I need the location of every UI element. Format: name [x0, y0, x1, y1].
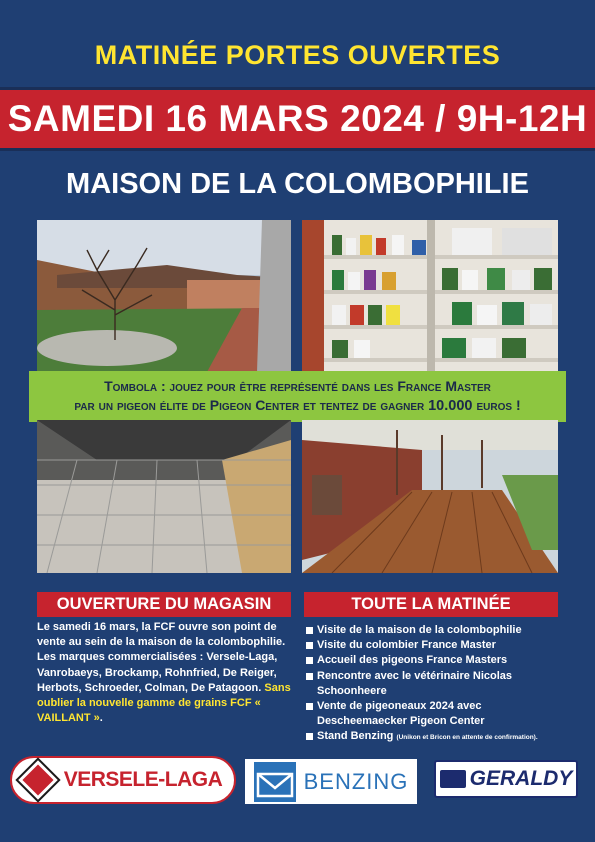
tombola-line-2 — [74, 396, 520, 416]
geraldy-logo — [434, 760, 578, 798]
program-item — [306, 729, 566, 744]
tombola-line-1: Tombola : jouez pour être représenté dans les France Master — [104, 378, 491, 395]
morning-program-heading: TOUTE LA MATINÉE — [304, 592, 558, 617]
benzing-logo-text: BENZING — [303, 768, 409, 794]
tombola-amount: 10.000 euros — [428, 397, 513, 414]
benzing-stand-note: (Unikon et Bricon en attente de confirmation). — [396, 734, 538, 742]
shop-opening-end: . — [99, 712, 103, 725]
event-title: MATINÉE PORTES OUVERTES — [94, 40, 501, 70]
shop-opening-text — [37, 620, 291, 726]
tombola-line-2-text: par un pigeon élite de Pigeon Center et tentez de gagner — [74, 396, 429, 413]
benzing-logo — [245, 759, 417, 804]
program-item: Rencontre avec le vétérinaire Nicolas Schoonheere — [306, 669, 566, 699]
program-item: Accueil des pigeons France Masters — [306, 653, 566, 668]
event-date: SAMEDI 16 MARS 2024 / 9H-12H — [7, 98, 588, 139]
program-list — [306, 623, 566, 744]
photo-garden — [37, 220, 291, 372]
tombola-line-2-end: ! — [512, 396, 521, 413]
program-item: Visite du colombier France Master — [306, 638, 566, 653]
shop-opening-body: Le samedi 16 mars, la FCF ouvre son point de vente au sein de la maison de la colombophilie. Les marques commercialisées : Versele-Laga, Vanrobaeys, Brockamp, Rohnfried, De Reiger, Herbots, Schroeder, Colman, De Patagoon. — [37, 621, 286, 694]
program-item: Vente de pigeoneaux 2024 avec Descheemaecker Pigeon Center — [306, 699, 566, 729]
versele-logo-text: VERSELE-LAGA — [63, 768, 223, 791]
tombola-banner — [29, 371, 566, 422]
venue-title: MAISON DE LA COLOMBOPHILIE — [66, 168, 529, 200]
shop-opening-heading: OUVERTURE DU MAGASIN — [37, 592, 291, 617]
date-banner — [0, 87, 595, 151]
program-item: Visite de la maison de la colombophilie — [306, 623, 566, 638]
versele-diamond-icon — [18, 760, 58, 800]
truck-icon — [440, 770, 466, 788]
geraldy-logo-text: GERALDY — [469, 767, 573, 790]
benzing-stand: Stand Benzing — [317, 730, 394, 743]
versele-laga-logo — [10, 756, 236, 804]
photo-aviary — [37, 420, 291, 573]
envelope-icon — [254, 762, 296, 802]
photo-terrace — [302, 420, 558, 573]
vaillant-highlight: Sans oublier la nouvelle gamme de grains FCF « VAILLANT » — [37, 681, 291, 725]
photo-shop-shelves — [302, 220, 558, 372]
